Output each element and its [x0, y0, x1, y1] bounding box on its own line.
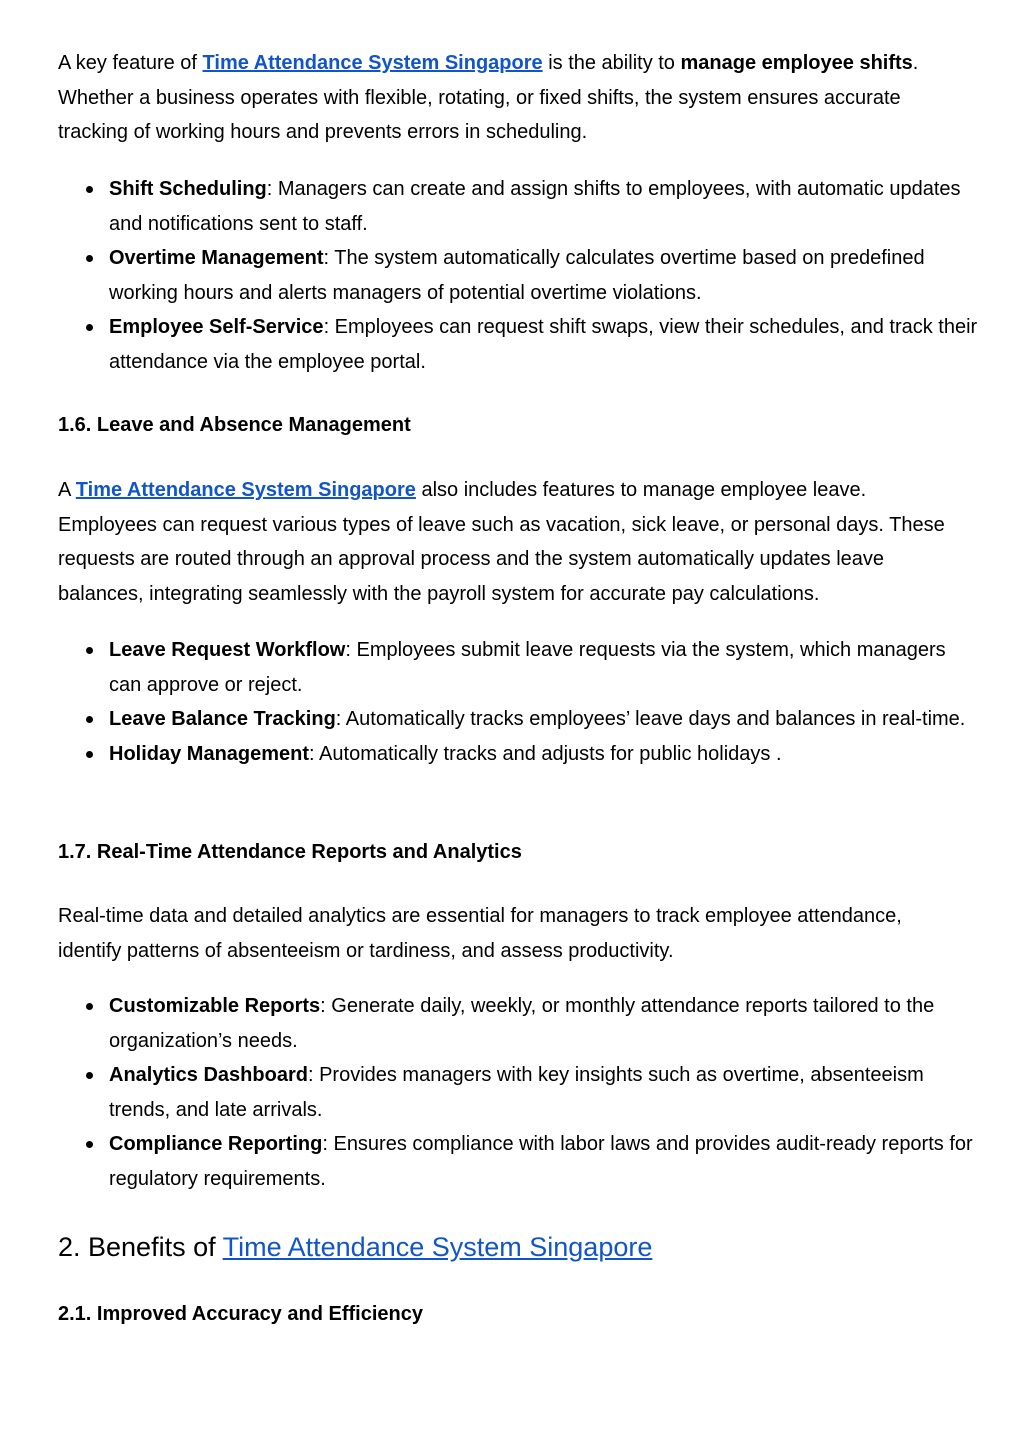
intro-text-1: A key feature of: [58, 52, 203, 74]
section-2-heading-link[interactable]: Time Attendance System Singapore: [222, 1232, 653, 1262]
list-item-desc: : Automatically tracks and adjusts for public holidays .: [309, 742, 782, 765]
section-1-7-paragraph: Real-time data and detailed analytics are essential for managers to track employee attendance, identify patterns of absenteeism or tardiness, and assess productivity.: [58, 905, 902, 962]
section-heading-2: [58, 1227, 652, 1267]
section-heading-1-6: 1.6. Leave and Absence Management: [58, 414, 411, 436]
list-item: [109, 737, 979, 772]
list-item-term: Analytics Dashboard: [109, 1064, 308, 1086]
list-item-desc: : Ensures compliance with labor laws and provides audit-ready reports for regulatory requirements.: [109, 1133, 973, 1190]
list-item: [109, 241, 979, 310]
section-2-heading-prefix: 2. Benefits of: [58, 1232, 223, 1262]
section-1-6-text-1: A: [58, 479, 76, 501]
section-1-6-paragraph: [58, 473, 970, 611]
list-item-term: Employee Self-Service: [109, 316, 324, 338]
shift-feature-list: [109, 172, 979, 379]
list-item-desc: : Employees can request shift swaps, view their schedules, and track their attendance via the employee portal.: [109, 316, 978, 373]
list-item: [109, 989, 979, 1058]
intro-link[interactable]: Time Attendance System Singapore: [202, 52, 543, 74]
list-item-desc: : Managers can create and assign shifts to employees, with automatic updates and notifications sent to staff.: [109, 178, 961, 235]
list-item-desc: : Automatically tracks employees’ leave days and balances in real-time.: [335, 708, 966, 730]
list-item-term: Overtime Management: [109, 247, 324, 269]
list-item: [109, 172, 979, 241]
list-item-term: Leave Balance Tracking: [109, 708, 336, 730]
intro-paragraph: [58, 46, 970, 150]
section-1-6-link[interactable]: Time Attendance System Singapore: [75, 479, 416, 501]
list-item-desc: : Provides managers with key insights such as overtime, absenteeism trends, and late arrivals.: [109, 1064, 924, 1121]
list-item-term: Compliance Reporting: [109, 1133, 323, 1155]
list-item-term: Holiday Management: [109, 742, 310, 765]
intro-text-2: is the ability to: [542, 52, 681, 74]
list-item-desc: : Employees submit leave requests via the system, which managers can approve or reject.: [109, 639, 946, 696]
list-item: [109, 702, 979, 737]
leave-feature-list: [109, 633, 979, 771]
list-item-desc: : The system automatically calculates overtime based on predefined working hours and alerts managers of potential overtime violations.: [109, 247, 925, 304]
list-item-term: Customizable Reports: [109, 995, 321, 1017]
section-heading-2-1: 2.1. Improved Accuracy and Efficiency: [58, 1303, 423, 1325]
list-item: [109, 1058, 979, 1127]
list-item: [109, 633, 979, 702]
intro-bold: manage employee shifts: [680, 52, 913, 74]
section-heading-1-7: 1.7. Real-Time Attendance Reports and Analytics: [58, 841, 522, 863]
list-item-term: Leave Request Workflow: [109, 639, 346, 661]
list-item-term: Shift Scheduling: [109, 178, 267, 200]
list-item-desc: : Generate daily, weekly, or monthly attendance reports tailored to the organization’s needs.: [109, 995, 935, 1052]
intro-text-3: . Whether a business operates with flexible, rotating, or fixed shifts, the system ensures accurate tracking of working hours and prevents errors in scheduling.: [58, 52, 919, 143]
section-1-6-text-2: also includes features to manage employee leave. Employees can request various types of leave such as vacation, sick leave, or personal days. These requests are routed through an approval process and the system automatically updates leave balances, integrating seamlessly with the payroll system for accurate pay calculations.: [58, 479, 945, 605]
list-item: [109, 310, 979, 379]
list-item: [109, 1127, 979, 1196]
reports-feature-list: [109, 989, 979, 1196]
